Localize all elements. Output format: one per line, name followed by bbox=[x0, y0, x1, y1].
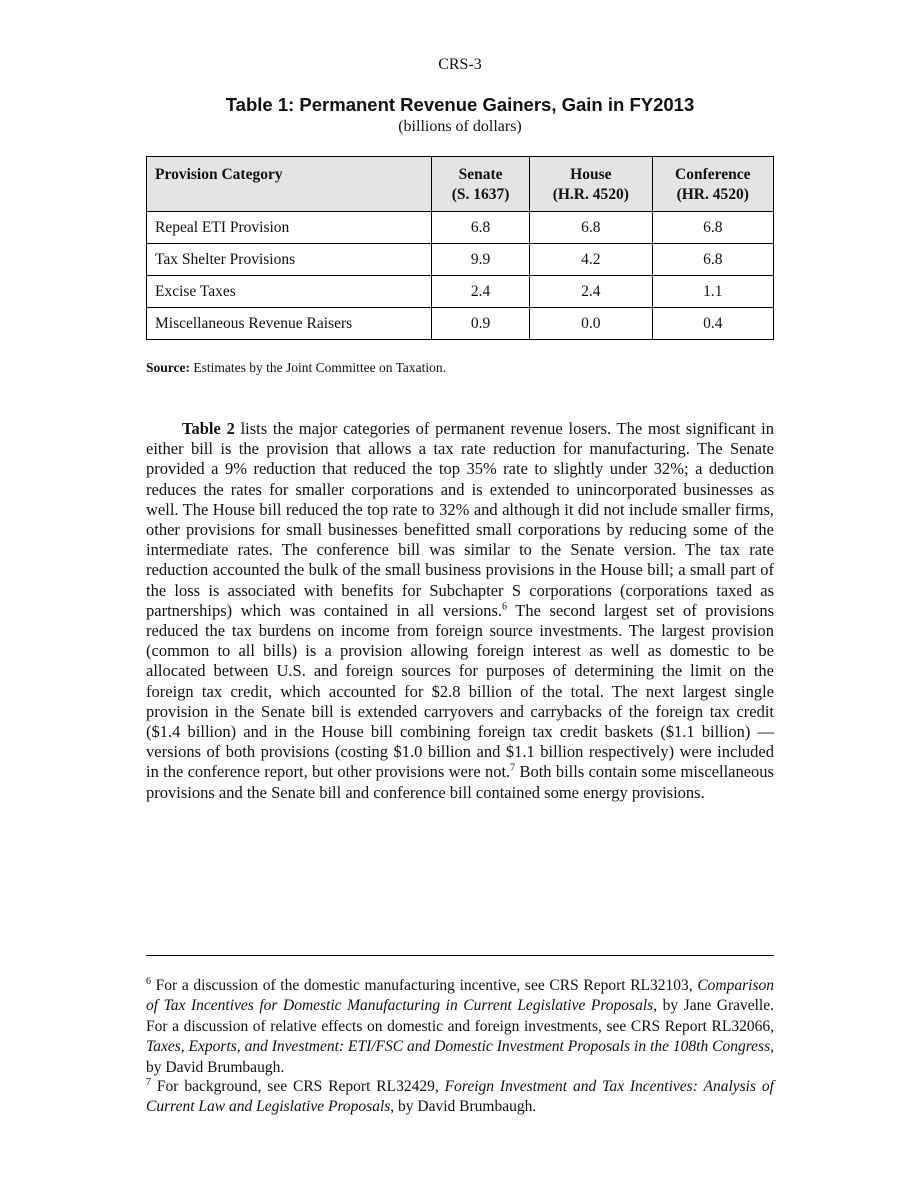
header-house-bill: (H.R. 4520) bbox=[552, 186, 629, 203]
row-category: Miscellaneous Revenue Raisers bbox=[147, 308, 432, 340]
footnote-6 bbox=[146, 976, 774, 1078]
row-senate-value: 6.8 bbox=[432, 212, 530, 244]
source-text: Estimates by the Joint Committee on Taxation. bbox=[193, 360, 447, 375]
row-house-value: 6.8 bbox=[530, 212, 652, 244]
table-row bbox=[147, 244, 774, 276]
footnote-6-text-2: , by Jane Gravelle. For a discussion of relative effects on domestic and foreign investments, see CRS Report RL32066, bbox=[146, 997, 774, 1035]
row-category: Excise Taxes bbox=[147, 276, 432, 308]
row-conference-value: 6.8 bbox=[652, 244, 773, 276]
header-senate-bill: (S. 1637) bbox=[451, 186, 510, 203]
table-row bbox=[147, 212, 774, 244]
footnote-ref-7[interactable]: 7 bbox=[510, 762, 516, 774]
row-senate-value: 2.4 bbox=[432, 276, 530, 308]
row-conference-value: 0.4 bbox=[652, 308, 773, 340]
footnote-7-text-1: For background, see CRS Report RL32429, bbox=[151, 1078, 445, 1095]
page-number: CRS-3 bbox=[438, 56, 482, 73]
header-conference-label: Conference bbox=[675, 166, 751, 183]
footnote-ref-6[interactable]: 6 bbox=[502, 601, 508, 613]
footnote-7 bbox=[146, 1077, 774, 1118]
footnote-6-text-3: , by David Brumbaugh. bbox=[146, 1038, 774, 1076]
header-house-label: House bbox=[570, 166, 612, 183]
header-conference-bill: (HR. 4520) bbox=[676, 186, 749, 203]
table-subtitle: (billions of dollars) bbox=[398, 118, 522, 135]
footnote-6-title-1: Comparison of Tax Incentives for Domestic Manufacturing in Current Legislative Proposals bbox=[146, 977, 774, 1015]
footnote-7-number: 7 bbox=[146, 1076, 151, 1088]
row-senate-value: 0.9 bbox=[432, 308, 530, 340]
table-row bbox=[147, 308, 774, 340]
source-label: Source: bbox=[146, 360, 190, 375]
body-text-part-1: lists the major categories of permanent revenue losers. The most significant in either bill is the provision that allows a tax rate reduction for manufacturing. The Senate provided a 9% reduction that reduced the top 35% rate to slightly under 32%; a deduction reduces the rates for smaller corporations and is extended to unincorporated businesses as well. The House bill reduced the top rate to 32% and although it did not include smaller firms, other provisions for small businesses benefitted small corporations by reducing some of the intermediate rates. The conference bill was similar to the Senate version. The tax rate reduction accounted the bulk of the small business provisions in the House bill; a small part of the loss is associated with benefits for Subchapter S corporations (corporations taxed as partnerships) which was contained in all versions. bbox=[146, 419, 774, 620]
footnote-6-text-1: For a discussion of the domestic manufacturing incentive, see CRS Report RL32103, bbox=[151, 977, 698, 994]
row-house-value: 4.2 bbox=[530, 244, 652, 276]
revenue-gainers-table bbox=[146, 156, 774, 340]
body-text-part-3: Both bills contain some miscellaneous provisions and the Senate bill and conference bill contained some energy provisions. bbox=[146, 762, 774, 802]
header-house bbox=[530, 157, 652, 212]
row-category: Repeal ETI Provision bbox=[147, 212, 432, 244]
row-house-value: 0.0 bbox=[530, 308, 652, 340]
header-conference bbox=[652, 157, 773, 212]
header-senate-label: Senate bbox=[458, 166, 503, 183]
body-text-part-2: The second largest set of provisions reduced the tax burdens on income from foreign source investments. The largest provision (common to all bills) is a provision allowing foreign interest as well as domestic to be allocated between U.S. and foreign sources for purposes of determining the limit on the foreign tax credit, which accounted for $2.8 billion of the total. The next largest single provision in the Senate bill is extended carryovers and carrybacks of the foreign tax credit ($1.4 billion) and in the House bill combining foreign tax credit baskets ($1.1 billion) — versions of both provisions (costing $1.0 billion and $1.1 billion respectively) were included in the conference report, but other provisions were not. bbox=[146, 600, 774, 782]
footnote-6-title-2: Taxes, Exports, and Investment: ETI/FSC and Domestic Investment Proposals in the 108th Congress bbox=[146, 1038, 771, 1056]
row-category: Tax Shelter Provisions bbox=[147, 244, 432, 276]
row-house-value: 2.4 bbox=[530, 276, 652, 308]
row-senate-value: 9.9 bbox=[432, 244, 530, 276]
table-2-reference: Table 2 bbox=[182, 419, 235, 438]
footnote-7-text-2: , by David Brumbaugh. bbox=[390, 1098, 537, 1116]
footnote-6-number: 6 bbox=[146, 975, 151, 987]
table-source-note bbox=[146, 360, 446, 376]
footnote-7-title-1: Foreign Investment and Tax Incentives: Analysis of Current Law and Legislative Proposals bbox=[146, 1078, 774, 1116]
header-provision-category: Provision Category bbox=[147, 157, 432, 212]
row-conference-value: 6.8 bbox=[652, 212, 773, 244]
table-row bbox=[147, 276, 774, 308]
header-senate bbox=[432, 157, 530, 212]
row-conference-value: 1.1 bbox=[652, 276, 773, 308]
footnote-divider bbox=[146, 955, 774, 956]
table-header-row bbox=[147, 157, 774, 212]
table-title: Table 1: Permanent Revenue Gainers, Gain in FY2013 bbox=[225, 94, 695, 115]
body-paragraph bbox=[146, 419, 774, 803]
